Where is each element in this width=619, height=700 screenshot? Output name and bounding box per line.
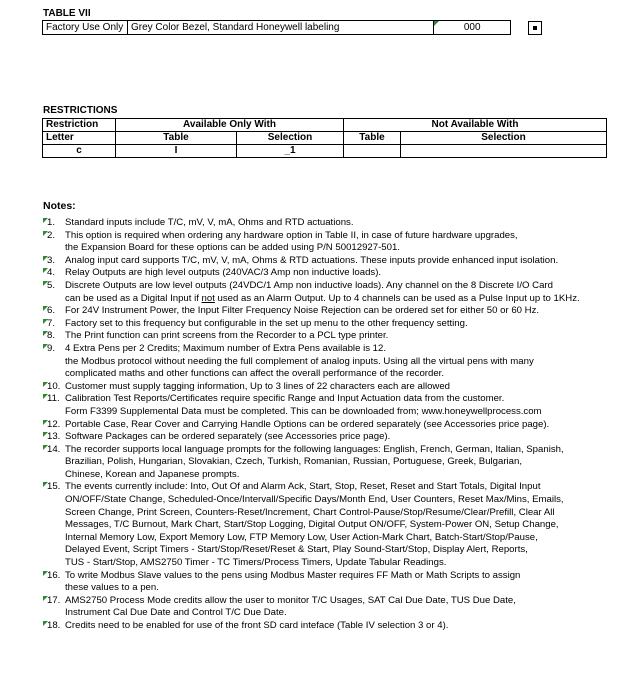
note-text: Screen Change, Print Screen, Counters-Reset/Increment, Chart Control-Pause/Stop/Resume/Clear/Prefill, Clear All xyxy=(65,506,555,518)
note-number: 7. xyxy=(47,317,56,329)
table-row xyxy=(43,119,607,132)
flag-icon xyxy=(43,445,48,450)
flag-icon xyxy=(43,394,48,399)
note-item xyxy=(43,481,615,569)
note-text: complicated maths and other functions can affect the overall performance of the recorder. xyxy=(65,368,444,380)
flag-icon xyxy=(43,281,48,286)
note-text: Internal Memory Low, Export Memory Low, FTP Memory Low, User Action-Mark Chart, Batch-Start/Stop/Pause, xyxy=(65,531,538,543)
note-text: To write Modbus Slave values to the pens using Modbus Master requires FF Math or Math Scripts to assign xyxy=(65,569,521,581)
note-item xyxy=(43,595,615,620)
note-item xyxy=(43,267,615,280)
table7-code-value: 000 xyxy=(463,22,481,33)
notes-list xyxy=(43,217,615,633)
note-text-part: used as an Alarm Output. Up to 4 channels can be used as a Pulse Input up to 1KHz. xyxy=(214,292,580,304)
table-row xyxy=(43,132,607,145)
note-number: 2. xyxy=(47,229,56,241)
note-item xyxy=(43,318,615,331)
note-text: Instrument Cal Due Date and Control T/C Due Date. xyxy=(65,607,287,619)
note-number: 16. xyxy=(47,569,61,581)
note-text: Messages, T/C Burnout, Mark Chart, Start/Stop Logging, Digital Output ON/OFF, System-Power ON, Setup Change, xyxy=(65,519,559,531)
not-available-header: Not Available With xyxy=(344,119,607,132)
note-item xyxy=(43,305,615,318)
table7-title: TABLE VII xyxy=(43,8,91,19)
note-text xyxy=(43,293,615,306)
flag-icon xyxy=(43,382,48,387)
note-item xyxy=(43,343,615,381)
restrictions-title: RESTRICTIONS xyxy=(43,105,118,116)
note-text: the Modbus protocol without needing the full complement of analog inputs. Using all the virtual pens with many xyxy=(65,355,534,367)
flag-icon xyxy=(43,256,48,261)
note-item xyxy=(43,431,615,444)
flag-icon xyxy=(43,420,48,425)
table7-label: Factory Use Only xyxy=(43,21,128,35)
restrictions-table xyxy=(42,118,607,158)
note-item xyxy=(43,280,615,305)
note-text: Chinese, Korean and Japanese prompts. xyxy=(65,468,240,480)
na-table-header: Table xyxy=(344,132,401,145)
note-text: 4 Extra Pens per 2 Credits; Maximum number of Extra Pens available is 12. xyxy=(65,342,386,354)
note-number: 3. xyxy=(47,254,56,266)
note-text-underlined: not xyxy=(201,292,215,304)
restriction-selection: _1 xyxy=(237,145,344,158)
note-item xyxy=(43,620,615,633)
note-text: AMS2750 Process Mode credits allow the user to monitor T/C Usages, SAT Cal Due Date, TUS Due Date, xyxy=(65,594,516,606)
table7-code xyxy=(434,21,511,35)
note-text: Delayed Event, Script Timers - Start/Stop/Reset/Reset & Start, Play Sound-Start/Stop, Display Alert, Reports, xyxy=(65,544,528,556)
note-number: 17. xyxy=(47,594,61,606)
notes-title: Notes: xyxy=(43,200,76,212)
note-number: 1. xyxy=(47,217,56,228)
note-item xyxy=(43,255,615,268)
flag-icon xyxy=(43,331,48,336)
note-item xyxy=(43,381,615,394)
table7-description: Grey Color Bezel, Standard Honeywell labeling xyxy=(127,21,433,35)
note-text: TUS - Start/Stop, AMS2750 Timer - TC Timers/Process Timers, Update Tabular Readings. xyxy=(65,557,447,569)
note-text: Credits need to be enabled for use of the front SD card inteface (Table IV selection 3 or 4). xyxy=(65,620,449,631)
table-row xyxy=(43,145,607,158)
table7-table xyxy=(42,20,511,35)
note-text: The events currently include: Into, Out Of and Alarm Ack, Start, Stop, Reset, Reset and Start Totals, Digital Input xyxy=(65,481,541,493)
note-item xyxy=(43,570,615,595)
note-text: ON/OFF/State Change, Scheduled-Once/Intervall/Specific Days/Month End, User Counters, Reset Max/Mins, Emails, xyxy=(65,494,564,506)
note-item xyxy=(43,444,615,482)
restriction-na-selection xyxy=(401,145,607,158)
note-text: the Expansion Board for these options can be added using P/N 50012927-501. xyxy=(65,242,400,254)
note-text: Portable Case, Rear Cover and Carrying Handle Options can be ordered separately (see Accessories price page). xyxy=(65,418,550,430)
note-number: 14. xyxy=(47,443,61,455)
note-text: Factory set to this frequency but configurable in the set up menu to the other frequency setting. xyxy=(65,317,468,329)
note-text: Analog input card supports T/C, mV, V, mA, Ohms & RTD actuations. These inputs provide enhanced input isolation. xyxy=(65,254,559,266)
note-item xyxy=(43,330,615,343)
note-text: This option is required when ordering any hardware option in Table II, in case of future hardware upgrades, xyxy=(65,229,518,241)
note-text: Customer must supply tagging information, Up to 3 lines of 22 characters each are allowed xyxy=(65,380,451,392)
note-text-part: can be used as a Digital Input if xyxy=(65,292,202,304)
note-number: 9. xyxy=(47,342,56,354)
note-item xyxy=(43,230,615,255)
note-text: Standard inputs include T/C, mV, V, mA, Ohms and RTD actuations. xyxy=(65,217,354,228)
flag-icon xyxy=(43,231,48,236)
note-number: 4. xyxy=(47,267,56,279)
note-number: 11. xyxy=(47,393,60,405)
selected-bullet-icon xyxy=(528,21,542,35)
note-item xyxy=(43,217,615,230)
flag-icon xyxy=(43,571,48,576)
note-text: these values to a pen. xyxy=(65,582,159,594)
note-item xyxy=(43,393,615,418)
restriction-na-table xyxy=(344,145,401,158)
note-text: Software Packages can be ordered separately (see Accessories price page). xyxy=(65,431,391,443)
note-number: 13. xyxy=(47,431,61,443)
restriction-letter: c xyxy=(43,145,116,158)
flag-icon xyxy=(43,482,48,487)
restriction-header: Restriction xyxy=(43,119,116,132)
notes-section xyxy=(43,200,615,633)
selection-header: Selection xyxy=(237,132,344,145)
note-number: 8. xyxy=(47,330,56,342)
note-text: Discrete Outputs are low level outputs (24VDC/1 Amp non inductive loads). Any channel on the 8 Discrete I/O Card xyxy=(65,279,553,291)
note-number: 5. xyxy=(47,279,56,291)
note-number: 10. xyxy=(47,380,61,392)
letter-header: Letter xyxy=(43,132,116,145)
note-number: 18. xyxy=(47,620,61,631)
note-number: 6. xyxy=(47,305,56,317)
flag-icon xyxy=(434,21,439,26)
flag-icon xyxy=(43,596,48,601)
flag-icon xyxy=(43,268,48,273)
flag-icon xyxy=(43,319,48,324)
restriction-table: I xyxy=(116,145,237,158)
flag-icon xyxy=(43,621,48,626)
note-text: Calibration Test Reports/Certificates require specific Range and Input Actuation data from the customer. xyxy=(65,393,505,405)
note-text: The recorder supports local language prompts for the following languages: English, French, German, Italian, Spanish, xyxy=(65,443,564,455)
na-selection-header: Selection xyxy=(401,132,607,145)
available-header: Available Only With xyxy=(116,119,344,132)
note-text: Relay Outputs are high level outputs (240VAC/3 Amp non inductive loads). xyxy=(65,267,382,279)
flag-icon xyxy=(43,218,48,223)
note-text: Brazilian, Polish, Hungarian, Slovakian, Czech, Turkish, Romanian, Russian, Portuguese, Greek, Bulgarian, xyxy=(65,456,522,468)
note-number: 15. xyxy=(47,481,61,493)
note-text: For 24V Instrument Power, the Input Filter Frequency Noise Rejection can be ordered set for either 50 or 60 Hz. xyxy=(65,305,540,317)
note-text: Form F3399 Supplemental Data must be completed. This can be downloaded from; www.honeywellprocess.com xyxy=(65,405,542,417)
table-row xyxy=(43,21,511,35)
flag-icon xyxy=(43,306,48,311)
flag-icon xyxy=(43,432,48,437)
table-header: Table xyxy=(116,132,237,145)
note-text: The Print function can print screens from the Recorder to a PCL type printer. xyxy=(65,330,389,342)
flag-icon xyxy=(43,344,48,349)
note-item xyxy=(43,419,615,432)
note-number: 12. xyxy=(47,418,61,430)
